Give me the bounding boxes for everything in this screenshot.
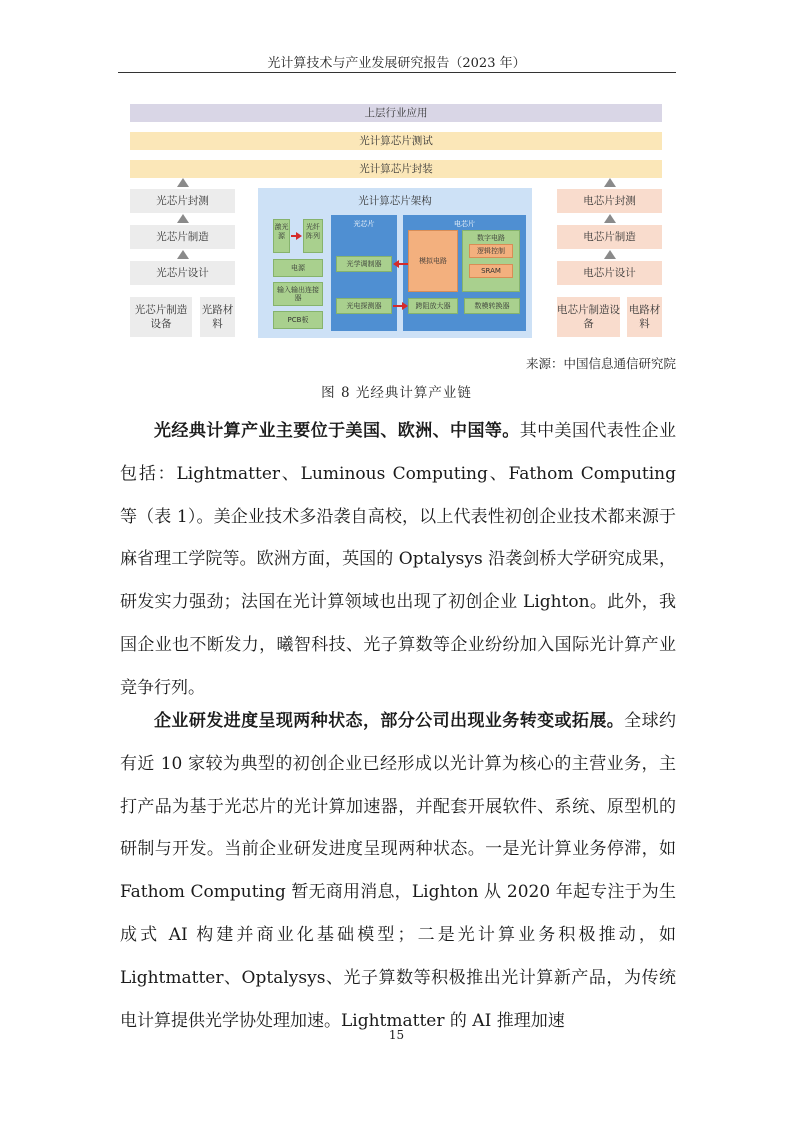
industry-chain-figure <box>130 100 662 342</box>
paragraph-1-lead: 光经典计算产业主要位于美国、欧洲、中国等。 <box>154 421 520 441</box>
electronic-chip-design: 电芯片设计 <box>557 261 662 285</box>
laser-source-label: 激光源 <box>274 223 289 240</box>
arrow-up-icon <box>177 178 189 187</box>
logic-control: 逻辑控制 <box>469 244 513 258</box>
paragraph-2 <box>120 700 676 1042</box>
arrow-up-icon <box>604 178 616 187</box>
fiber-array <box>303 219 323 253</box>
laser-source <box>273 219 290 253</box>
red-arrowhead-icon <box>402 302 408 310</box>
red-arrowhead-icon <box>296 232 302 240</box>
electronic-chip-equipment <box>557 297 620 337</box>
dac: 数模转换器 <box>464 298 520 314</box>
optical-chip-packaging-test: 光芯片封测 <box>130 189 235 213</box>
figure-source: 来源：中国信息通信研究院 <box>525 356 676 371</box>
analog-circuit: 模拟电路 <box>408 230 458 292</box>
electronic-chip-packaging-test: 电芯片封测 <box>557 189 662 213</box>
paragraph-1-body: 其中美国代表性企业包括：Lightmatter、Luminous Computing、Fathom Computing 等（表 1）。美企业技术多沿袭自高校，以上代表性初创企业技术都来源于麻省理工学院等。欧洲方面，英国的 Optalysys 沿袭剑桥大学研究成果，研发实力强劲；法国在光计算领域也出现了初创企业 Lighton。此外，我国企业也不断发力，曦智科技、光子算数等企业纷纷加入国际光计算产业竞争行列。 <box>120 421 677 698</box>
page-number: 15 <box>388 1028 405 1042</box>
arrow-up-icon <box>177 214 189 223</box>
optical-chip-manufacturing: 光芯片制造 <box>130 225 235 249</box>
red-arrowhead-icon <box>393 260 399 268</box>
band-chip-packaging: 光计算芯片封装 <box>130 160 662 178</box>
red-arrow-icon <box>398 263 408 265</box>
running-header: 光计算技术与产业发展研究报告（2023 年） <box>267 56 526 71</box>
band-chip-testing: 光计算芯片测试 <box>130 132 662 150</box>
transimpedance-amplifier: 跨阻放大器 <box>408 298 458 314</box>
optical-modulator: 光学调制器 <box>336 256 392 272</box>
header-rule <box>118 72 676 73</box>
arrow-up-icon <box>604 214 616 223</box>
pcb-board: PCB板 <box>273 311 323 329</box>
optical-path-materials-label: 光路材料 <box>201 304 234 330</box>
digital-circuit <box>462 230 520 292</box>
figure-caption: 图 8 光经典计算产业链 <box>321 385 472 401</box>
circuit-materials <box>627 297 662 337</box>
photonic-chip-label: 光芯片 <box>353 220 375 228</box>
sram: SRAM <box>469 264 513 278</box>
electronic-chip-label: 电芯片 <box>454 220 475 228</box>
paragraph-2-body: 全球约有近 10 家较为典型的初创企业已经形成以光计算为核心的主营业务，主打产品为基于光芯片的光计算加速器，并配套开展软件、系统、原型机的研制与开发。当前企业研发进度呈现两种状态。一是光计算业务停滞，如 Fathom Computing 暂无商用消息，Lighton 从 2020 年起专注于为生成式 AI 构建并商业化基础模型；二是光计算业务积极推动，如 Lightmatter、Optalysys、光子算数等积极推出光计算新产品，为传统电计算提供光学协处理加速。Lightmatter 的 AI 推理加速 <box>120 711 676 1031</box>
photodetector: 光电探测器 <box>336 298 392 314</box>
optical-chip-equipment <box>130 297 192 337</box>
circuit-materials-label: 电路材料 <box>628 304 661 330</box>
chip-architecture <box>258 188 532 338</box>
paragraph-2-lead: 企业研发进度呈现两种状态，部分公司出现业务转变或拓展。 <box>154 711 625 731</box>
power-supply: 电源 <box>273 259 323 277</box>
optical-chip-equipment-label: 光芯片制造设备 <box>134 304 188 330</box>
architecture-title: 光计算芯片架构 <box>358 195 432 207</box>
band-upper-application: 上层行业应用 <box>130 104 662 122</box>
electronic-chip-manufacturing: 电芯片制造 <box>557 225 662 249</box>
fiber-array-label: 光纤阵列 <box>306 223 320 240</box>
paragraph-1 <box>120 410 676 710</box>
optical-chip-design: 光芯片设计 <box>130 261 235 285</box>
io-connector <box>273 282 323 306</box>
arrow-up-icon <box>604 250 616 259</box>
digital-circuit-label: 数字电路 <box>477 234 505 242</box>
arrow-up-icon <box>177 250 189 259</box>
electronic-chip-equipment-label: 电芯片制造设备 <box>557 304 620 330</box>
io-connector-label: 输入输出连接器 <box>277 286 319 302</box>
optical-path-materials <box>200 297 235 337</box>
